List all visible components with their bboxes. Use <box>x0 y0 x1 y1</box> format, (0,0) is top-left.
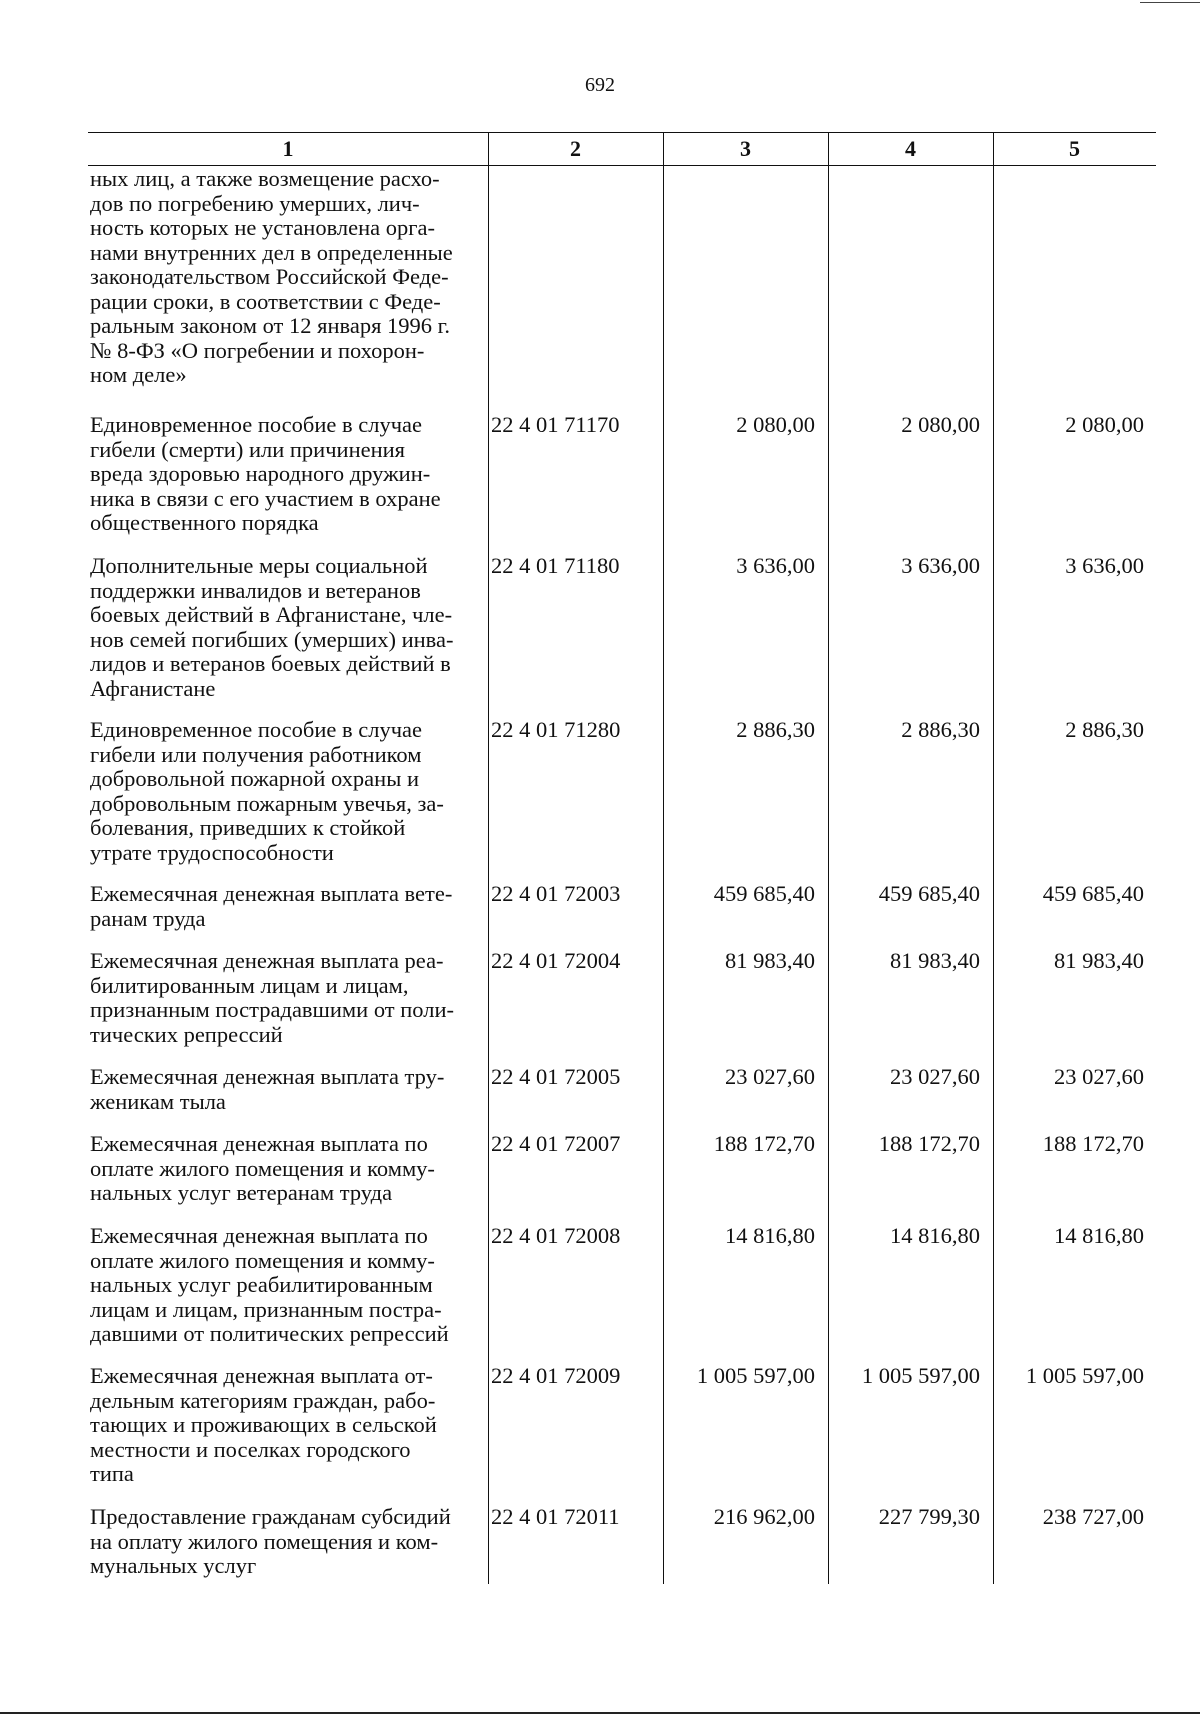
row-value-col4: 23 027,60 <box>890 1064 980 1089</box>
row-code: 22 4 01 72004 <box>491 948 621 973</box>
row-value-col4: 3 636,00 <box>901 553 980 578</box>
row-description: Ежемесячная денежная выплата тру- женикам тыла <box>90 1064 445 1114</box>
row-value-col4: 227 799,30 <box>878 1504 980 1529</box>
row-code: 22 4 01 72008 <box>491 1223 621 1248</box>
table-row <box>88 949 1156 1065</box>
row-value-col4: 2 886,30 <box>901 717 980 742</box>
row-code: 22 4 01 71280 <box>491 717 621 742</box>
row-value-col5: 2 886,30 <box>1065 717 1144 742</box>
row-value-col4: 188 172,70 <box>878 1131 980 1156</box>
row-description: Ежемесячная денежная выплата реа- билитированным лицам и лицам, признанным пострадавшими от поли- тических репрессий <box>90 948 454 1047</box>
header-col-5: 5 <box>1069 136 1080 161</box>
row-description: Единовременное пособие в случае гибели (смерти) или причинения вреда здоровью народного дружин- ника в связи с его участием в охране общественного порядка <box>90 412 441 535</box>
table-row <box>88 1364 1156 1505</box>
row-value-col5: 14 816,80 <box>1054 1223 1144 1248</box>
row-value-col3: 2 080,00 <box>736 412 815 437</box>
table-row <box>88 718 1156 882</box>
table-body <box>88 165 1156 1595</box>
table-row <box>88 1065 1156 1132</box>
row-value-col5: 459 685,40 <box>1042 881 1144 906</box>
row-code: 22 4 01 71180 <box>491 553 620 578</box>
row-code: 22 4 01 72011 <box>491 1504 620 1529</box>
page-number: 692 <box>585 74 615 96</box>
row-code: 22 4 01 72005 <box>491 1064 621 1089</box>
row-value-col4: 14 816,80 <box>890 1223 980 1248</box>
row-value-col3: 188 172,70 <box>713 1131 815 1156</box>
table-row <box>88 554 1156 718</box>
row-value-col5: 3 636,00 <box>1065 553 1144 578</box>
header-col-4: 4 <box>905 136 916 161</box>
row-code: 22 4 01 72003 <box>491 881 621 906</box>
row-code: 22 4 01 72007 <box>491 1131 621 1156</box>
row-value-col4: 1 005 597,00 <box>861 1363 980 1388</box>
row-value-col5: 238 727,00 <box>1042 1504 1144 1529</box>
row-description: Ежемесячная денежная выплата по оплате жилого помещения и комму- нальных услуг реабилитированным лицам и лицам, признанным постра- давшими от политических репрессий <box>90 1223 449 1346</box>
table-row <box>88 882 1156 949</box>
table-row <box>88 1132 1156 1224</box>
row-value-col4: 2 080,00 <box>901 412 980 437</box>
row-value-col5: 188 172,70 <box>1042 1131 1144 1156</box>
row-value-col3: 1 005 597,00 <box>696 1363 815 1388</box>
row-value-col5: 81 983,40 <box>1054 948 1144 973</box>
header-col-3: 3 <box>740 136 751 161</box>
row-value-col5: 1 005 597,00 <box>1025 1363 1144 1388</box>
table-row <box>88 165 1156 413</box>
row-value-col3: 2 886,30 <box>736 717 815 742</box>
row-value-col5: 2 080,00 <box>1065 412 1144 437</box>
row-value-col3: 14 816,80 <box>725 1223 815 1248</box>
row-description: Ежемесячная денежная выплата по оплате жилого помещения и комму- нальных услуг ветеранам труда <box>90 1131 435 1205</box>
row-value-col4: 459 685,40 <box>878 881 980 906</box>
budget-table <box>88 132 1156 1584</box>
row-description: ных лиц, а также возмещение расхо- дов по погребению умерших, лич- ность которых не установлена орга- нами внутренних дел в определенные законодательством Российской Феде- рации сроки, в соответствии с Феде- ральным законом от 12 января 1996 г. № 8-ФЗ «О погребении и похорон- ном деле» <box>90 166 453 387</box>
table-row <box>88 1505 1156 1595</box>
row-value-col3: 3 636,00 <box>736 553 815 578</box>
row-description: Предоставление гражданам субсидий на оплату жилого помещения и ком- мунальных услуг <box>90 1504 451 1578</box>
row-description: Единовременное пособие в случае гибели или получения работником добровольной пожарной охраны и добровольным пожарным увечья, за- болевания, приведших к стойкой утрате трудоспособности <box>90 717 444 865</box>
row-value-col3: 23 027,60 <box>725 1064 815 1089</box>
row-code: 22 4 01 71170 <box>491 412 620 437</box>
row-value-col3: 459 685,40 <box>713 881 815 906</box>
table-row <box>88 1224 1156 1364</box>
row-description: Дополнительные меры социальной поддержки инвалидов и ветеранов боевых действий в Афганистане, чле- нов семей погибших (умерших) инва- лидов и ветеранов боевых действий в Афганистане <box>90 553 454 701</box>
table-row <box>88 413 1156 554</box>
row-value-col4: 81 983,40 <box>890 948 980 973</box>
header-col-1: 1 <box>282 136 294 161</box>
row-value-col5: 23 027,60 <box>1054 1064 1144 1089</box>
row-description: Ежемесячная денежная выплата от- дельным категориям граждан, рабо- тающих и проживающих в сельской местности и поселках городского типа <box>90 1363 437 1486</box>
row-value-col3: 216 962,00 <box>713 1504 815 1529</box>
row-code: 22 4 01 72009 <box>491 1363 621 1388</box>
header-col-2: 2 <box>570 136 581 161</box>
top-edge-rule <box>1140 2 1200 3</box>
row-description: Ежемесячная денежная выплата вете- ранам труда <box>90 881 453 931</box>
row-value-col3: 81 983,40 <box>725 948 815 973</box>
scan-bottom-edge <box>0 1712 1200 1714</box>
